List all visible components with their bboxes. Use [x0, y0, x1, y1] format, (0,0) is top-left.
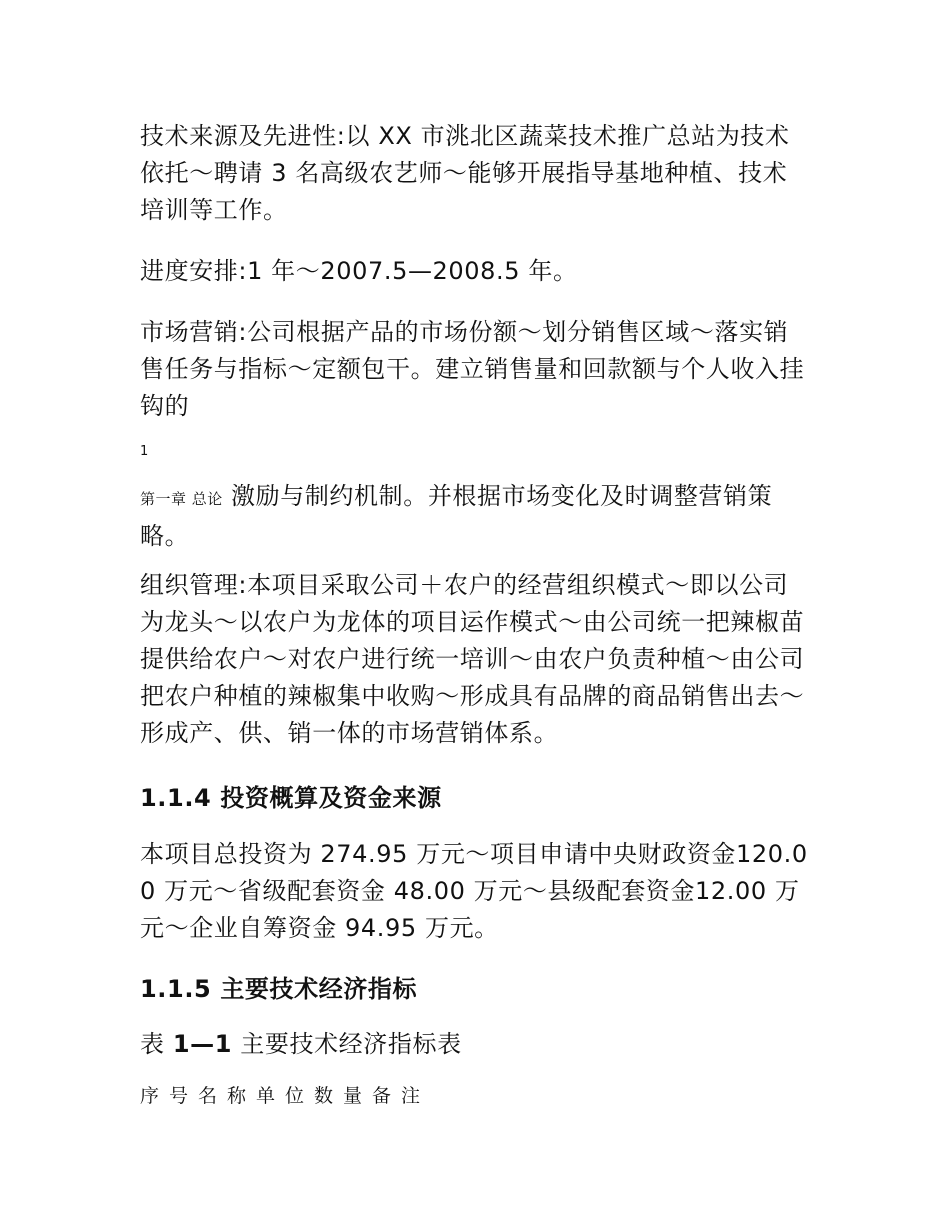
marketing-continued-text: 激励与制约机制。并根据市场变化及时调整营销策略。 — [140, 482, 773, 550]
table-caption — [140, 1027, 462, 1061]
paragraph-marketing-continued — [140, 478, 810, 555]
table-caption-title: 主要技术经济指标表 — [240, 1030, 462, 1058]
section-heading-1-1-5 — [140, 972, 417, 1006]
table-caption-prefix: 表 — [140, 1030, 165, 1058]
paragraph-schedule: 进度安排:1 年～2007.5—2008.5 年。 — [140, 257, 578, 285]
section-number: 1.1.4 — [140, 784, 212, 812]
table-caption-number: 1—1 — [172, 1030, 233, 1058]
document-page — [140, 0, 810, 1230]
paragraph-investment: 本项目总投资为 274.95 万元～项目申请中央财政资金120.00 万元～省级配套资金 48.00 万元～县级配套资金12.00 万元～企业自筹资金 94.95 万元。 — [140, 840, 808, 942]
paragraph-tech-source: 技术来源及先进性:以 XX 市洮北区蔬菜技术推广总站为技术依托～聘请 3 名高级农艺师～能够开展指导基地种植、技术培训等工作。 — [140, 122, 790, 224]
section-heading-1-1-4 — [140, 781, 442, 815]
chapter-running-head: 第一章 总论 — [140, 490, 223, 508]
paragraph-organization: 组织管理:本项目采取公司＋农户的经营组织模式～即以公司为龙头～以农户为龙体的项目运作模式～由公司统一把辣椒苗提供给农户～对农户进行统一培训～由农户负责种植～由公司把农户种植的辣椒集中收购～形成具有品牌的商品销售出去～形成产、供、销一体的市场营销体系。 — [140, 571, 805, 747]
section-title: 主要技术经济指标 — [220, 975, 418, 1003]
section-title: 投资概算及资金来源 — [220, 784, 442, 812]
page-number: 1 — [140, 444, 149, 459]
table-header-row: 序号名称单位数量备注 — [140, 1085, 431, 1107]
paragraph-marketing: 市场营销:公司根据产品的市场份额～划分销售区域～落实销售任务与指标～定额包干。建立销售量和回款额与个人收入挂钩的 — [140, 318, 805, 420]
section-number: 1.1.5 — [140, 975, 212, 1003]
